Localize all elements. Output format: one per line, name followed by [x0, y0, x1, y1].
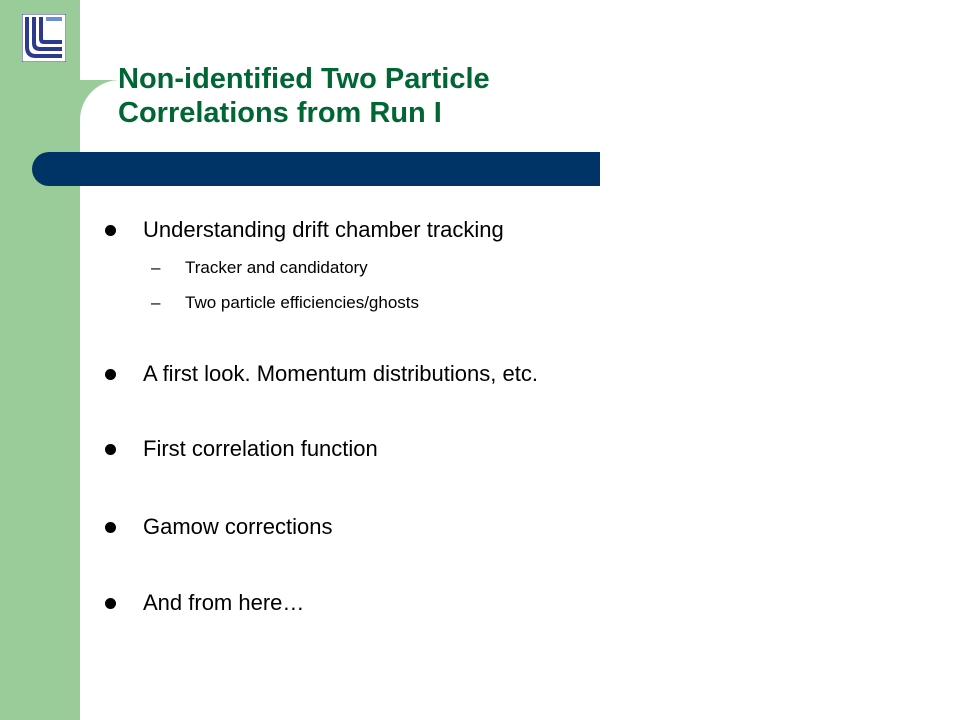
- sub-bullet-text: Tracker and candidatory: [185, 258, 368, 277]
- title-line-1: Non-identified Two Particle: [118, 63, 490, 95]
- sub-bullet-text: Two particle efficiencies/ghosts: [185, 293, 420, 312]
- bullet-dot-icon: [105, 444, 116, 455]
- left-sidebar: [0, 0, 80, 720]
- bullet-text: And from here…: [143, 590, 305, 615]
- bullet-text: Understanding drift chamber tracking: [143, 217, 504, 242]
- logo-icon: [22, 14, 66, 62]
- bullet-text: First correlation function: [143, 436, 378, 461]
- bullet-dot-icon: [105, 369, 116, 380]
- sub-bullet-dash: –: [151, 293, 161, 312]
- bullet-dot-icon: [105, 225, 116, 236]
- sub-bullet-dash: –: [151, 258, 161, 277]
- bullet-dot-icon: [105, 522, 116, 533]
- title-underline-bar: [32, 152, 600, 186]
- title-line-2: Correlations from Run I: [118, 97, 442, 129]
- bullet-dot-icon: [105, 598, 116, 609]
- bullet-text: A first look. Momentum distributions, etc.: [143, 361, 538, 386]
- slide-title: [118, 62, 718, 130]
- bullet-text: Gamow corrections: [143, 514, 333, 539]
